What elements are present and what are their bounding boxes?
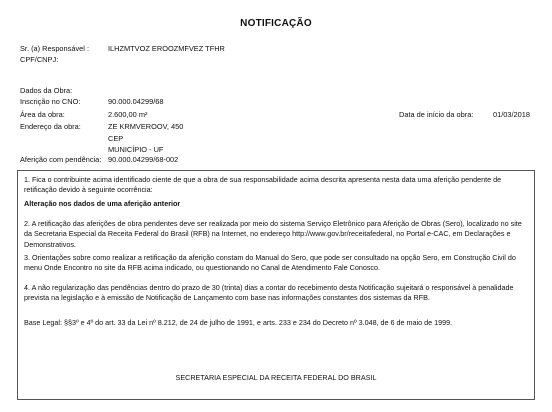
inscricao-value: 90.000.04299/68 bbox=[108, 97, 164, 106]
endereco-line2: CEP bbox=[108, 134, 124, 143]
cpf-label: CPF/CNPJ: bbox=[20, 55, 59, 64]
paragraph-2: 2. A retificação das aferições de obra pendentes deve ser realizada por meio do sistema Serviço Eletrônico para Aferição de Obras (Sero), localizado no site da Secretaria Especial da Receita Federal do Brasil (RFB) na Internet, no endereço http://www.gov.br/receitafederal, no Portal e-CAC, em Declarações e Demonstrativos. bbox=[24, 219, 522, 249]
data-inicio-label: Data de início da obra: bbox=[399, 110, 474, 119]
area-value: 2.600,00 m² bbox=[108, 110, 148, 119]
endereco-label: Endereço da obra: bbox=[20, 122, 81, 131]
responsavel-label: Sr. (a) Responsável : bbox=[20, 44, 90, 53]
paragraph-4: 4. A não regularização das pendências dentro do prazo de 30 (trinta) dias a contar do recebimento desta Notificação sujeitará o responsável à penalidade prevista na legislação e à emissão de Notificação de Lançamento com base nas informações constantes dos sistemas da RFB. bbox=[24, 283, 514, 303]
endereco-line1: ZE KRMVEROOV, 450 bbox=[108, 122, 184, 131]
document-title: NOTIFICAÇÃO bbox=[240, 18, 312, 29]
base-legal: Base Legal: §§3º e 4º do art. 33 da Lei nº 8.212, de 24 de julho de 1991, e arts. 233 e 234 do Decreto nº 3.048, de 6 de maio de 1999. bbox=[24, 318, 453, 327]
dados-obra-label: Dados da Obra: bbox=[20, 86, 73, 95]
paragraph-1: 1. Fica o contribuinte acima identificado ciente de que a obra de sua responsabilidade acima descrita apresenta nesta data uma aferição pendente de retificação devido à seguinte ocorrência: bbox=[24, 175, 502, 195]
paragraph-3: 3. Orientações sobre como realizar a retificação da aferição constam do Manual do Sero, que pode ser consultado na opção Sero, em Construção Civil do menu Onde Encontro no site da RFB acima indicado, ou questionando no Canal de Atendimento Fale Conosco. bbox=[24, 253, 516, 273]
notification-body-box bbox=[17, 170, 535, 400]
area-label: Área da obra: bbox=[20, 110, 65, 119]
afericao-label: Aferição com pendência: bbox=[20, 155, 102, 164]
occurrence-text: Alteração nos dados de uma aferição anterior bbox=[24, 199, 181, 208]
responsavel-value: ILHZMTVOZ EROOZMFVEZ TFHR bbox=[108, 44, 225, 53]
endereco-line3: MUNICÍPIO - UF bbox=[108, 145, 164, 154]
inscricao-label: Inscrição no CNO: bbox=[20, 97, 81, 106]
afericao-value: 90.000.04299/68-002 bbox=[108, 155, 179, 164]
data-inicio-value: 01/03/2018 bbox=[493, 110, 530, 119]
footer-agency: SECRETARIA ESPECIAL DA RECEITA FEDERAL DO BRASIL bbox=[175, 373, 377, 382]
